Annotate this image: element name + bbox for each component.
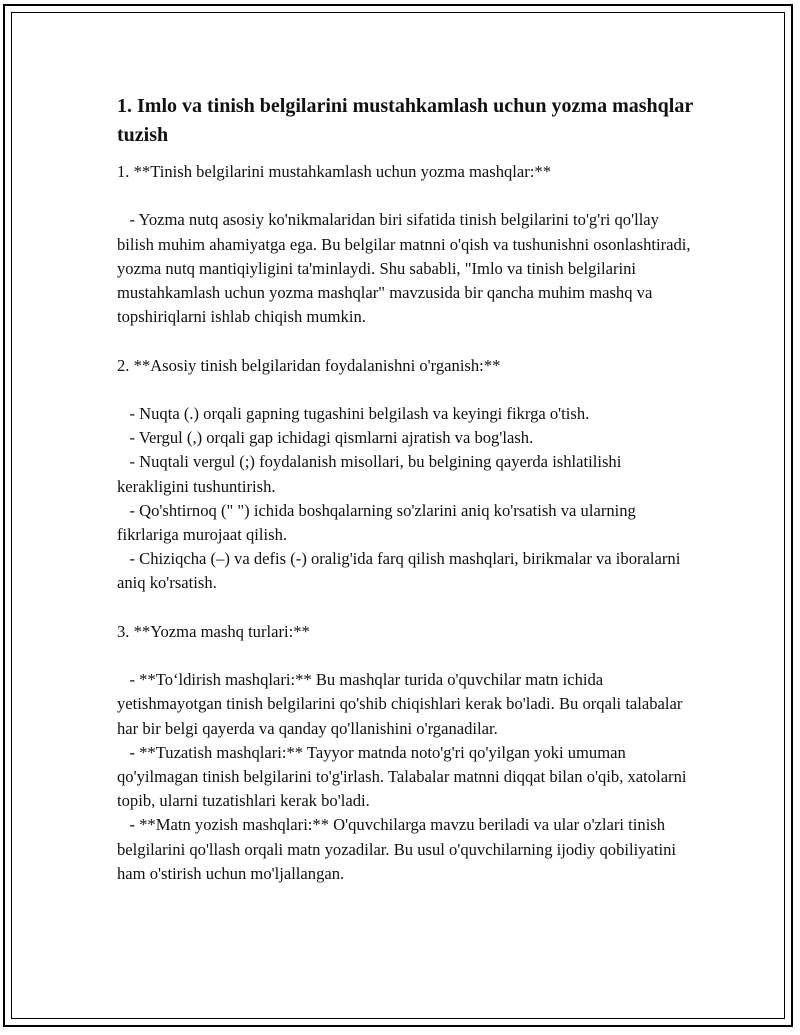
section-3-heading: 3. **Yozma mashq turlari:** [117, 621, 310, 641]
spacer [117, 378, 697, 402]
section-2-item-qoshtirnoq: - Qo'shtirnoq (" ") ichida boshqalarning so'zlarini aniq ko'rsatish va ularning fikrlariga murojaat qilish. [117, 500, 641, 544]
section-2-heading: 2. **Asosiy tinish belgilaridan foydalanishni o'rganish:** [117, 355, 501, 375]
section-1-paragraph: - Yozma nutq asosiy ko'nikmalaridan biri sifatida tinish belgilarini to'g'ri qo'llay bilish muhim ahamiyatga ega. Bu belgilar matnni o'qish va tushunishni osonlashtiradi, yozma nutq mantiqiyligini ta'minlaydi. Shu sababli, "Imlo va tinish belgilarini mustahkamlash uchun yozma mashqlar" mavzusida bir qancha muhim mashq va topshiriqlarni ishlab chiqish mumkin. [117, 210, 695, 327]
section-3-item-tuzatish: - **Tuzatish mashqlari:** Tayyor matnda noto'g'ri qo'yilgan yoki umuman qo'yilmagan tinish belgilarini to'g'irlash. Talabalar matnni diqqat bilan o'qib, xatolarni topib, ularni tuzatishlari kerak bo'ladi. [117, 742, 691, 811]
section-1-heading: 1. **Tinish belgilarini mustahkamlash uchun yozma mashqlar:** [117, 162, 551, 181]
spacer [117, 644, 697, 668]
document-title: 1. Imlo va tinish belgilarini mustahkamlash uchun yozma mashqlar tuzish [117, 95, 693, 146]
section-2-item-nuqtali-vergul: - Nuqtali vergul (;) foydalanish misollari, bu belgining qayerda ishlatilishi kerakligini tushuntirish. [117, 452, 626, 496]
spacer [117, 184, 697, 208]
section-2-item-chiziqcha: - Chiziqcha (–) va defis (-) oralig'ida farq qilish mashqlari, birikmalar va iboralarni aniq ko'rsatish. [117, 549, 685, 593]
section-2-item-vergul: - Vergul (,) orqali gap ichidagi qismlarni ajratish va bog'lash. [117, 428, 534, 448]
section-3-item-toldirish: - **To‘ldirish mashqlari:** Bu mashqlar turida o'quvchilar matn ichida yetishmayotgan tinish belgilarini qo'shib chiqishlari kerak bo'ladi. Bu orqali talabalar har bir belgi qayerda va qanday qo'llanishini o'rganadilar. [117, 670, 687, 738]
section-3-item-matn-yozish: - **Matn yozish mashqlari:** O'quvchilarga mavzu beriladi va ular o'zlari tinish belgilarini qo'llash orqali matn yozadilar. Bu usul o'quvchilarning ijodiy qobiliyatini ham o'stirish uchun mo'ljallangan. [117, 815, 681, 883]
document-body [117, 92, 697, 886]
spacer [117, 329, 697, 353]
section-2-item-nuqta: - Nuqta (.) orqali gapning tugashini belgilash va keyingi fikrga o'tish. [117, 403, 590, 423]
spacer [117, 596, 697, 620]
